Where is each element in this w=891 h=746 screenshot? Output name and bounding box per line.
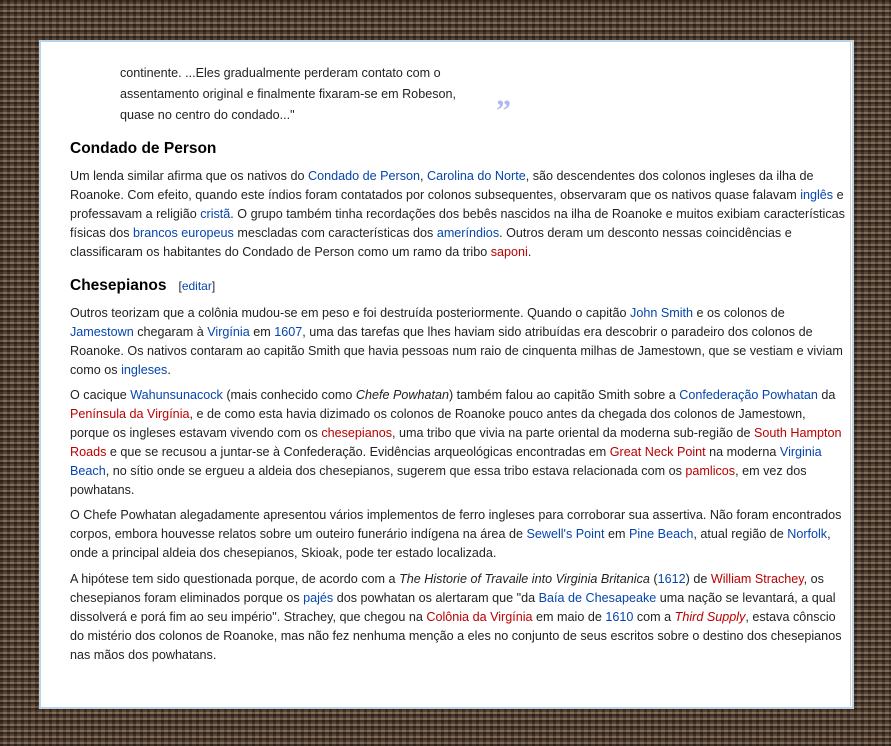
italic-text: Chefe Powhatan bbox=[355, 388, 449, 402]
text: O Chefe Powhatan alegadamente apresentou vários implementos de ferro ingleses para corroborar sua assertiva. Não foram encontrados corpos, embora houvesse relatos sobre um outeiro funerário indígena na área de bbox=[70, 508, 842, 541]
close-quote-icon: ” bbox=[496, 94, 511, 127]
section-heading-person: Condado de Person bbox=[70, 140, 217, 157]
link-colonia-da-virginia[interactable]: Colônia da Virgínia bbox=[426, 610, 533, 624]
text: dos powhatan os alertaram que "da bbox=[333, 591, 539, 605]
link-virginia[interactable]: Virgínia bbox=[207, 325, 250, 339]
heading-text: Chesepianos bbox=[70, 277, 167, 294]
quote-line: quase no centro do condado..." bbox=[120, 108, 295, 122]
quote-line: assentamento original e finalmente fixaram-se em Robeson, bbox=[120, 87, 457, 101]
link-1607[interactable]: 1607 bbox=[274, 325, 303, 339]
text: mescladas com características dos bbox=[233, 226, 437, 240]
link-great-neck-point[interactable]: Great Neck Point bbox=[609, 445, 706, 459]
text: da bbox=[817, 388, 836, 402]
text: em maio de bbox=[532, 610, 606, 624]
link-wahunsunacock[interactable]: Wahunsunacock bbox=[130, 388, 223, 402]
text: com a bbox=[633, 610, 675, 624]
text: , no sítio onde se ergueu a aldeia dos chesepianos, sugerem que essa tribo estava relacionada com os bbox=[105, 464, 686, 478]
text: ) também falou ao capitão Smith sobre a bbox=[448, 388, 680, 402]
link-john-smith[interactable]: John Smith bbox=[630, 306, 694, 320]
text: Um lenda similar afirma que os nativos do bbox=[70, 169, 308, 183]
link-virginia-beach[interactable]: Virginia Beach bbox=[70, 445, 822, 478]
italic-text: The Historie of Travaile into Virginia Britanica bbox=[399, 572, 650, 586]
blockquote bbox=[120, 63, 500, 126]
text: . O grupo também tinha recordações dos bebês nascidos na ilha de Roanoke e muitos exibiam características físicas dos bbox=[70, 207, 845, 240]
link-jamestown[interactable]: Jamestown bbox=[70, 325, 134, 339]
paragraph-chesepianos-1 bbox=[70, 304, 845, 380]
link-1610[interactable]: 1610 bbox=[605, 610, 634, 624]
text: e professavam a religião bbox=[70, 188, 844, 221]
link-norfolk[interactable]: Norfolk bbox=[787, 527, 828, 541]
link-pajes[interactable]: pajés bbox=[303, 591, 334, 605]
link-south-hampton-roads[interactable]: South Hampton Roads bbox=[70, 426, 842, 459]
text: . bbox=[527, 245, 532, 259]
text: na moderna bbox=[705, 445, 780, 459]
paragraph-chesepianos-3 bbox=[70, 506, 845, 563]
link-third-supply[interactable] bbox=[675, 610, 746, 624]
link-brancos-europeus[interactable]: brancos europeus bbox=[133, 226, 234, 240]
text: A hipótese tem sido questionada porque, de acordo com a bbox=[70, 572, 400, 586]
link-ingles[interactable]: inglês bbox=[800, 188, 834, 202]
text: (mais conhecido como bbox=[222, 388, 356, 402]
text: , atual região de bbox=[693, 527, 788, 541]
text: , os chesepianos foram eliminados porque os bbox=[70, 572, 824, 605]
text: , em vez dos powhatans. bbox=[70, 464, 807, 497]
link-crista[interactable]: cristã bbox=[200, 207, 231, 221]
paragraph-chesepianos-2 bbox=[70, 386, 845, 500]
text: , e de como esta havia dizimado os colonos de Roanoke pouco antes da chegada dos colonos de Jamestown, porque os ingleses estavam vivendo com os bbox=[70, 407, 806, 440]
text: Outros teorizam que a colônia mudou-se em peso e foi destruída posteriormente. Quando o capitão bbox=[70, 306, 631, 320]
page-shadow-edge bbox=[850, 41, 851, 706]
link-confederacao-powhatan[interactable]: Confederação Powhatan bbox=[679, 388, 818, 402]
link-ingleses[interactable]: ingleses bbox=[121, 363, 168, 377]
link-baia-de-chesapeake[interactable]: Baía de Chesapeake bbox=[538, 591, 657, 605]
article-page bbox=[40, 41, 853, 708]
text: , bbox=[420, 169, 428, 183]
link-saponi[interactable]: saponi bbox=[490, 245, 528, 259]
edit-section bbox=[178, 279, 215, 293]
text: ( bbox=[649, 572, 658, 586]
text: , onde a principal aldeia dos chesepianos, Skioak, pode ter estado localizada. bbox=[70, 527, 831, 560]
bracket: [ bbox=[178, 279, 182, 293]
text: ) de bbox=[685, 572, 711, 586]
link-sewells-point[interactable]: Sewell's Point bbox=[526, 527, 605, 541]
text: chegaram à bbox=[133, 325, 208, 339]
link-condado-de-person[interactable]: Condado de Person bbox=[307, 169, 421, 183]
italic-link-text: Third Supply bbox=[674, 610, 746, 624]
link-1612[interactable]: 1612 bbox=[657, 572, 686, 586]
bracket: ] bbox=[211, 279, 216, 293]
link-carolina-do-norte[interactable]: Carolina do Norte bbox=[427, 169, 526, 183]
text: . bbox=[167, 363, 171, 377]
paragraph-chesepianos-4 bbox=[70, 570, 845, 665]
link-peninsula-da-virginia[interactable]: Península da Virgínia bbox=[70, 407, 190, 421]
text: em bbox=[604, 527, 629, 541]
link-chesepianos[interactable]: chesepianos bbox=[321, 426, 393, 440]
link-amerindios[interactable]: ameríndios bbox=[436, 226, 500, 240]
text: O cacique bbox=[70, 388, 131, 402]
section-heading-chesepianos bbox=[70, 277, 215, 295]
text: e os colonos de bbox=[693, 306, 785, 320]
text: uma nação se levantará, a qual dissolverá e porá fim ao seu império". Strachey, que chegou na bbox=[70, 591, 836, 624]
text: , são descendentes dos colonos ingleses da ilha de Roanoke. Com efeito, quando este índios foram contatados por colonos subsequentes, observaram que os nativos quase falavam bbox=[70, 169, 814, 202]
text: , uma tribo que vivia na parte oriental da moderna sub-região de bbox=[392, 426, 754, 440]
edit-link[interactable]: editar bbox=[181, 279, 212, 293]
paragraph-person bbox=[70, 167, 845, 262]
link-william-strachey[interactable]: William Strachey bbox=[710, 572, 804, 586]
text: , uma das tarefas que lhes haviam sido atribuídas era descobrir o paradeiro dos colonos de Roanoke. Os nativos contaram ao capitão Smith que havia pessoas num raio de cinquenta milhas de Jamestown, que se vestiam e viviam como os bbox=[70, 325, 843, 377]
text: e que se recusou a juntar-se à Confederação. Evidências arqueológicas encontradas em bbox=[106, 445, 610, 459]
link-pine-beach[interactable]: Pine Beach bbox=[628, 527, 694, 541]
text: , estava cônscio do mistério dos colonos de Roanoke, mas não fez nenhuma menção a eles no conjunto de seus escritos sobre o destino dos chesepianos nas mãos dos powhatans. bbox=[70, 610, 842, 662]
quote-line: continente. ...Eles gradualmente perderam contato com o bbox=[120, 66, 441, 80]
text: . Outros deram um desconto nessas coincidências e classificaram os habitantes do Condado de Person como um ramo da tribo bbox=[70, 226, 792, 259]
link-pamlicos[interactable]: pamlicos bbox=[685, 464, 736, 478]
text: em bbox=[249, 325, 275, 339]
